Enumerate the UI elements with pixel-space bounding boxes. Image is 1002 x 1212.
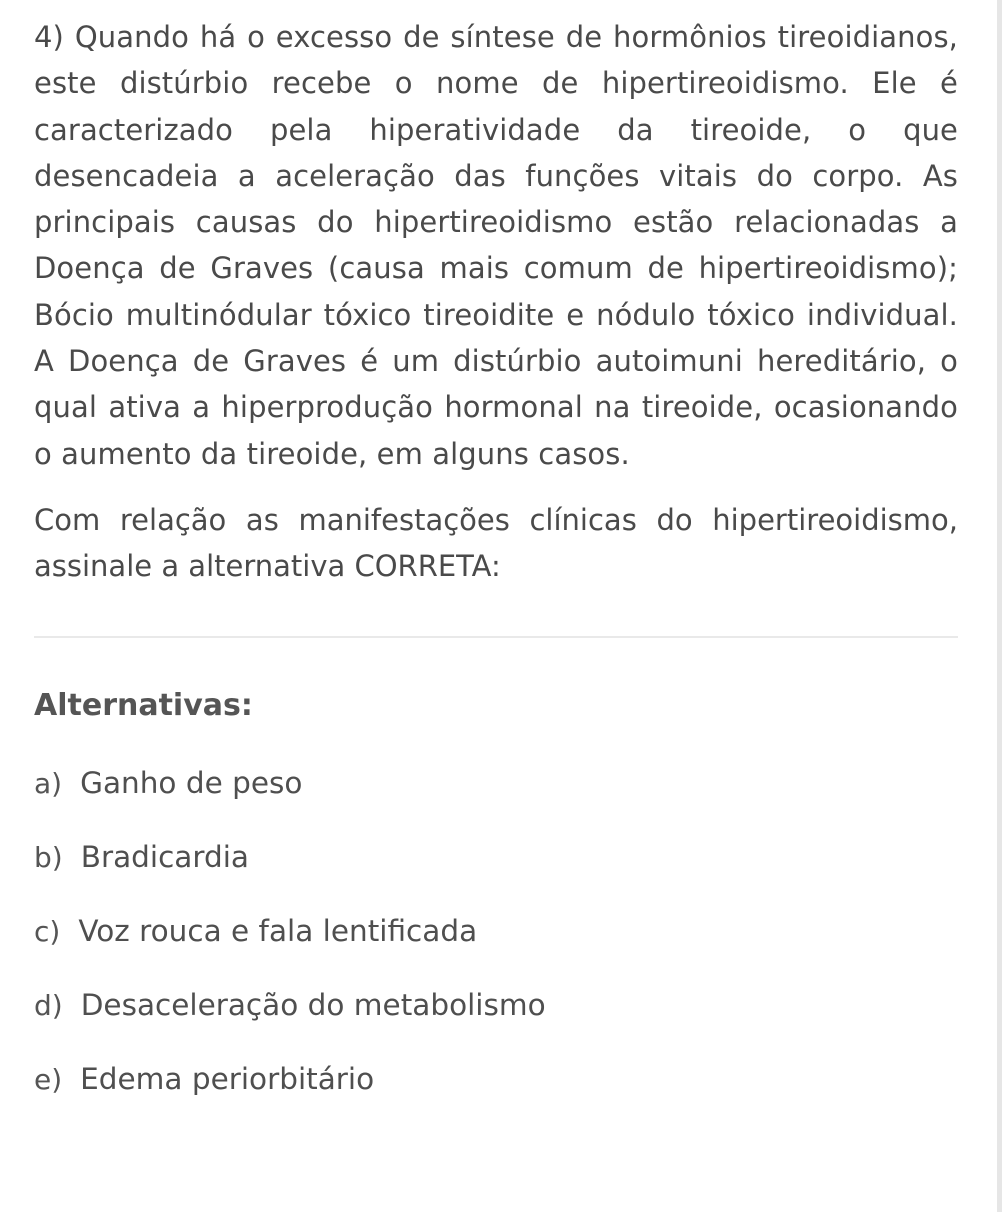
alternative-letter: a) <box>34 766 63 800</box>
alternative-text: Bradicardia <box>80 839 249 874</box>
alternative-text: Desaceleração do metabolismo <box>80 987 546 1022</box>
alternative-a[interactable] <box>34 763 958 837</box>
alternative-b[interactable] <box>34 837 958 911</box>
alternatives-title: Alternativas: <box>34 687 253 723</box>
alternative-e[interactable] <box>34 1059 958 1133</box>
alternative-letter: c) <box>34 914 61 948</box>
alternative-letter: d) <box>34 988 63 1022</box>
alternative-letter: e) <box>34 1062 63 1096</box>
alternative-c[interactable] <box>34 911 958 985</box>
alternative-d[interactable] <box>34 985 958 1059</box>
question-prompt: Com relação as manifestações clínicas do hipertireoidismo, assinale a alternativa CORRETA: <box>34 502 958 584</box>
scroll-edge <box>997 0 1002 1212</box>
alternative-letter: b) <box>34 840 63 874</box>
alternative-text: Voz rouca e fala lentificada <box>78 913 478 948</box>
divider <box>34 636 958 638</box>
question-text: 4) Quando há o excesso de síntese de hormônios tireoidianos, este distúrbio recebe o nome de hipertireoidismo. Ele é caracterizado pela hiperatividade da tireoide, o que desencadeia a aceleração das funções vitais do corpo. As principais causas do hipertireoidismo estão relacionadas a Doença de Graves (causa mais comum de hipertireoidismo); Bócio multinódular tóxico tireoidite e nódulo tóxico individual. A Doença de Graves é um distúrbio autoimuni hereditário, o qual ativa a hiperprodução hormonal na tireoide, ocasionando o aumento da tireoide, em alguns casos. <box>34 20 958 471</box>
alternative-text: Edema periorbitário <box>80 1061 375 1096</box>
alternatives-list <box>34 763 958 1133</box>
alternative-text: Ganho de peso <box>80 765 303 800</box>
question-container <box>34 14 958 1133</box>
